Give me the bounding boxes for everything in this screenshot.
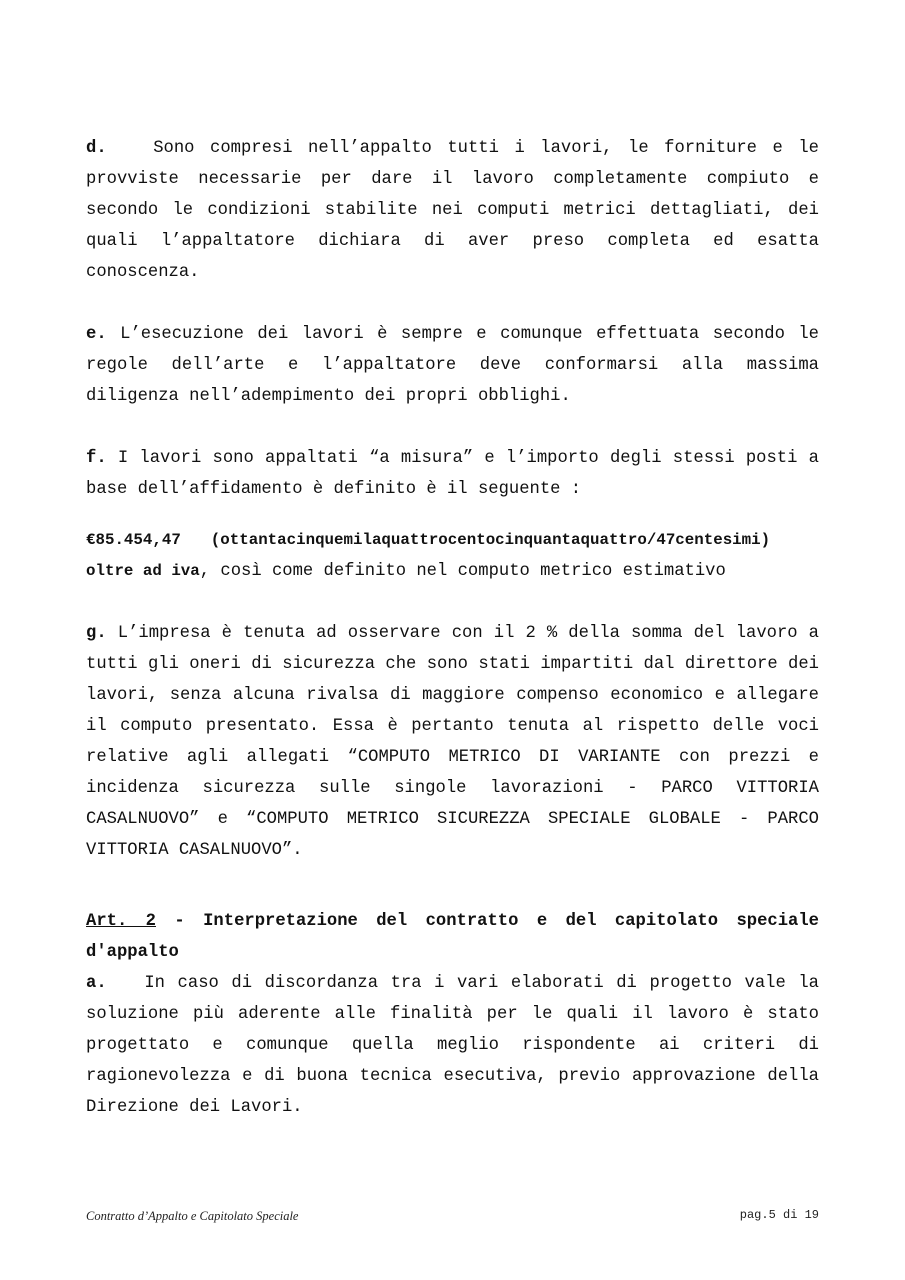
paragraph-text: Sono compresi nell’appalto tutti i lavori, le forniture e le provviste necessarie per dare il lavoro completamente compiuto e secondo le condizioni stabilite nei computi metrici dettagliati, dei quali l’appaltatore dichiara di aver preso completa ed esatta conoscenza. [86,139,819,282]
document-page [86,133,819,1123]
paragraph-text: L’impresa è tenuta ad osservare con il 2 % della somma del lavoro a tutti gli oneri di sicurezza che sono stati impartiti dal direttore dei lavori, senza alcuna rivalsa di maggiore compenso economico e allegare il computo presentato. Essa è pertanto tenuta al rispetto delle voci relative agli allegati “COMPUTO METRICO DI VARIANTE con prezzi e incidenza sicurezza sulle singole lavorazioni - PARCO VITTORIA CASALNUOVO” e “COMPUTO METRICO SICUREZZA SPECIALE GLOBALE - PARCO VITTORIA CASALNUOVO”. [86,624,819,860]
footer-document-title: Contratto d’Appalto e Capitolato Speciale [86,1209,299,1223]
paragraph-g [86,618,819,866]
spacer [86,866,819,906]
amount-value: €85.454,47 [86,531,181,549]
vat-label: oltre ad iva [86,562,200,580]
article-title: - Interpretazione del contratto e del capitolato speciale d'appalto [86,912,819,962]
paragraph-marker: e. [86,325,107,344]
article-number: Art. 2 [86,912,156,931]
spacer [86,412,819,443]
article-heading [86,906,819,968]
paragraph-marker: g. [86,624,107,643]
paragraph-a [86,968,819,1123]
vat-rest: , così come definito nel computo metrico estimativo [199,562,726,581]
paragraph-marker: d. [86,139,107,158]
paragraph-marker: f. [86,449,107,468]
amount-vat-line [86,556,819,587]
spacer [86,587,819,618]
paragraph-marker: a. [86,974,107,993]
paragraph-e [86,319,819,412]
paragraph-text: L’esecuzione dei lavori è sempre e comunque effettuata secondo le regole dell’arte e l’appaltatore deve conformarsi alla massima diligenza nell’adempimento dei propri obblighi. [86,325,819,406]
spacer [86,288,819,319]
paragraph-d [86,133,819,288]
footer-page-number: pag.5 di 19 [739,1208,819,1222]
amount-line [86,525,819,556]
amount-in-words: (ottantacinquemilaquattrocentocinquantaquattro/47centesimi) [210,531,771,549]
paragraph-text: In caso di discordanza tra i vari elaborati di progetto vale la soluzione più aderente alle finalità per le quali il lavoro è stato progettato e comunque quella meglio rispondente ai criteri di ragionevolezza e di buona tecnica esecutiva, previo approvazione della Direzione dei Lavori. [86,974,819,1117]
paragraph-text: I lavori sono appaltati “a misura” e l’importo degli stessi posti a base dell’affidamento è definito è il seguente : [86,449,819,499]
spacer [86,505,819,525]
paragraph-f [86,443,819,505]
